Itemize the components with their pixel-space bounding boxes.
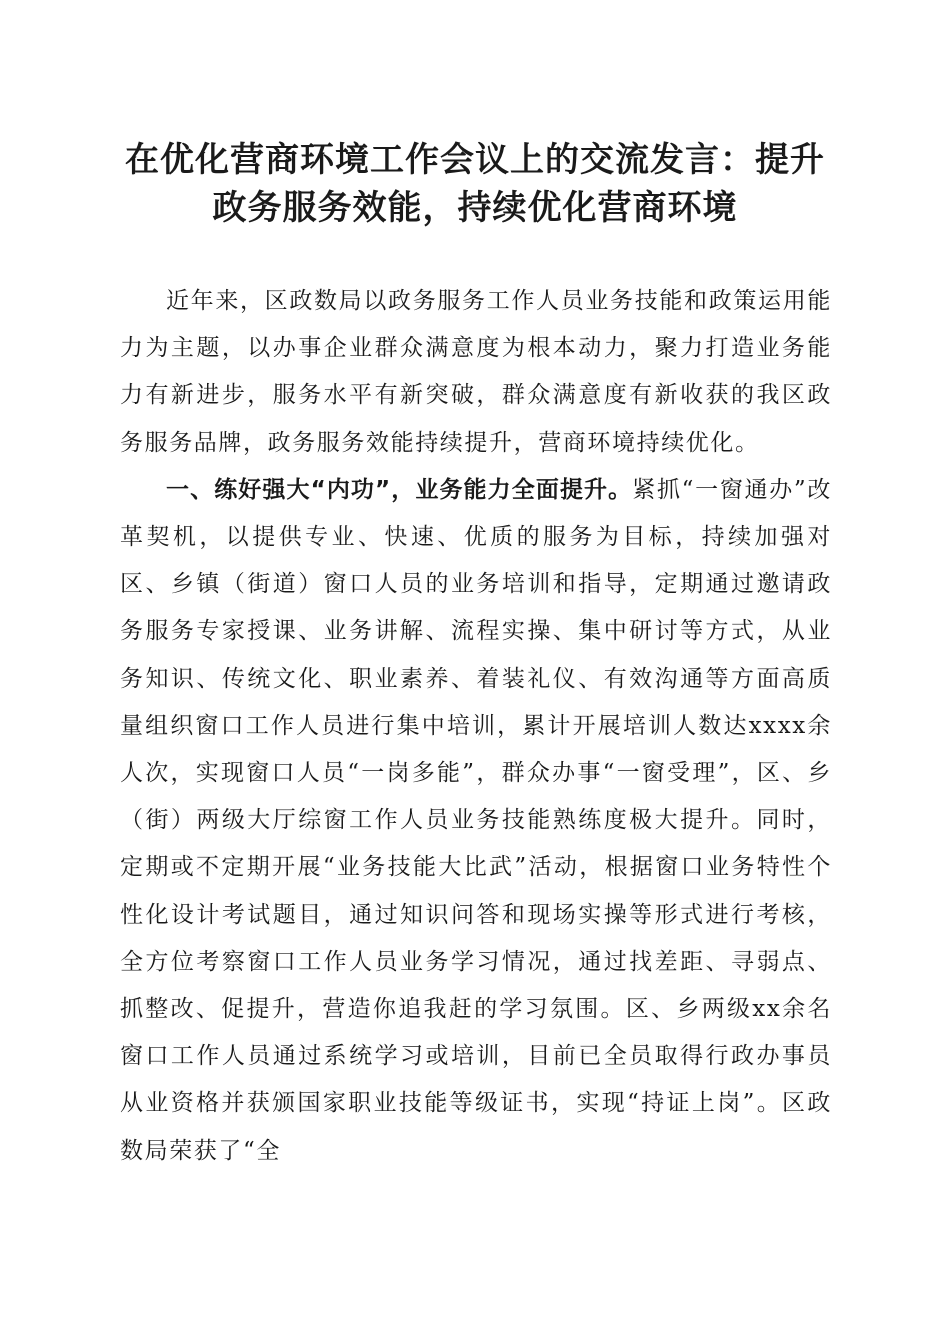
intro-paragraph-text: 近年来，区政数局以政务服务工作人员业务技能和政策运用能力为主题，以办事企业群众满意度为根本动力，聚力打造业务能力有新进步，服务水平有新突破，群众满意度有新收获的我区政务服务品牌，政务服务效能持续提升，营商环境持续优化。 (120, 288, 832, 456)
document-title: 在优化营商环境工作会议上的交流发言：提升政务服务效能，持续优化营商环境 (125, 140, 825, 228)
document-body (120, 278, 832, 1175)
intro-paragraph (120, 278, 832, 467)
section-one-text: 紧抓“一窗通办”改革契机，以提供专业、快速、优质的服务为目标，持续加强对区、乡镇（街道）窗口人员的业务培训和指导，定期通过邀请政务服务专家授课、业务讲解、流程实操、集中研讨等方式，从业务知识、传统文化、职业素养、着装礼仪、有效沟通等方面高质量组织窗口工作人员进行集中培训，累计开展培训人数达xxxx余人次，实现窗口人员“一岗多能”，群众办事“一窗受理”，区、乡（街）两级大厅综窗工作人员业务技能熟练度极大提升。同时，定期或不定期开展“业务技能大比武”活动，根据窗口业务特性个性化设计考试题目，通过知识问答和现场实操等形式进行考核，全方位考察窗口工作人员业务学习情况，通过找差距、寻弱点、抓整改、促提升，营造你追我赶的学习氛围。区、乡两级xx余名窗口工作人员通过系统学习或培训，目前已全员取得行政办事员从业资格并获颁国家职业技能等级证书，实现“持证上岗”。区政数局荣获了“全 (120, 476, 832, 1164)
section-one-paragraph (120, 467, 832, 1175)
section-one-heading: 一、练好强大“内功”，业务能力全面提升。 (166, 476, 633, 503)
